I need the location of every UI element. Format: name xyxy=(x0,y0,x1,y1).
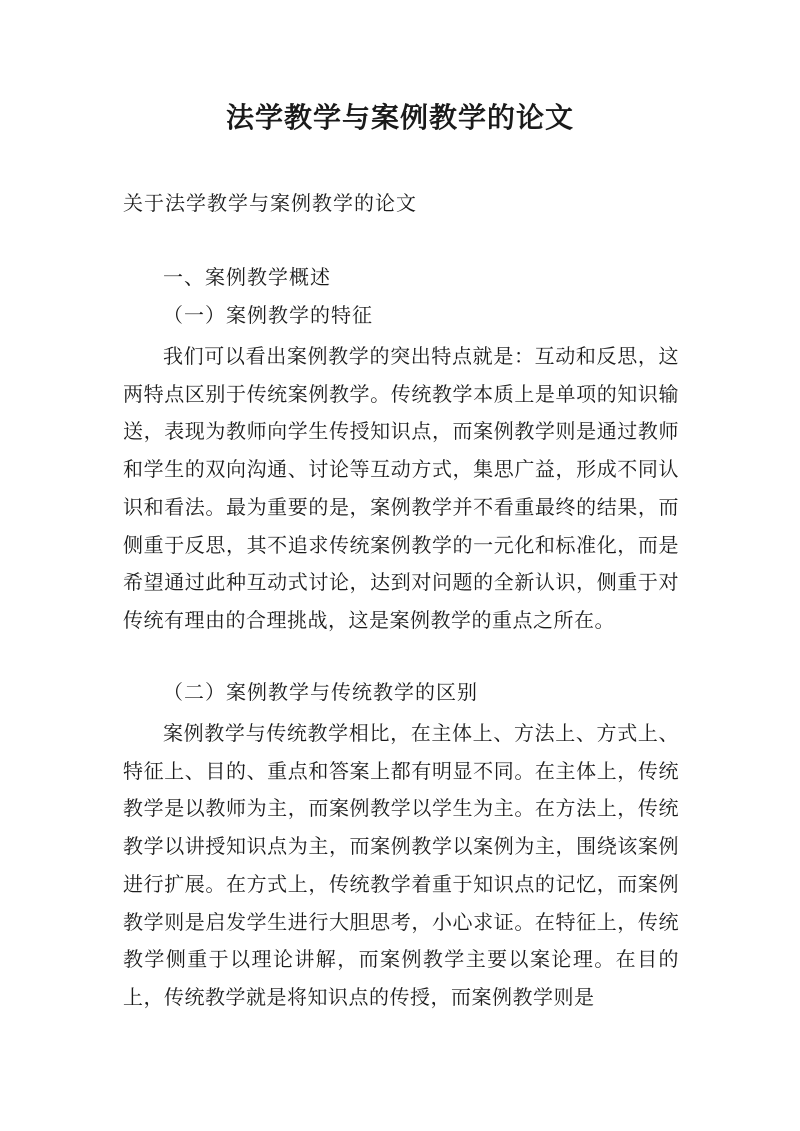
paragraph-differences: 案例教学与传统教学相比，在主体上、方法上、方式上、特征上、目的、重点和答案上都有明显不同。在主体上，传统教学是以教师为主，而案例教学以学生为主。在方法上，传统教学以讲授知识点为主，而案例教学以案例为主，围绕该案例进行扩展。在方式上，传统教学着重于知识点的记忆，而案例教学则是启发学生进行大胆思考，小心求证。在特征上，传统教学侧重于以理论讲解，而案例教学主要以案论理。在目的上，传统教学就是将知识点的传授，而案例教学则是 xyxy=(123,721,679,1009)
section-heading: 一、案例教学概述 xyxy=(163,265,331,289)
document-subtitle: 关于法学教学与案例教学的论文 xyxy=(123,191,417,215)
document-title: 法学教学与案例教学的论文 xyxy=(225,101,574,134)
subsection-heading-differences: （二）案例教学与传统教学的区别 xyxy=(163,680,478,704)
subsection-heading-features: （一）案例教学的特征 xyxy=(163,303,373,327)
paragraph-features: 我们可以看出案例教学的突出特点就是：互动和反思，这两特点区别于传统案例教学。传统教学本质上是单项的知识输送，表现为教师向学生传授知识点，而案例教学则是通过教师和学生的双向沟通、讨论等互动方式，集思广益，形成不同认识和看法。最为重要的是，案例教学并不看重最终的结果，而侧重于反思，其不追求传统案例教学的一元化和标准化，而是希望通过此种互动式讨论，达到对问题的全新认识，侧重于对传统有理由的合理挑战，这是案例教学的重点之所在。 xyxy=(123,344,679,632)
